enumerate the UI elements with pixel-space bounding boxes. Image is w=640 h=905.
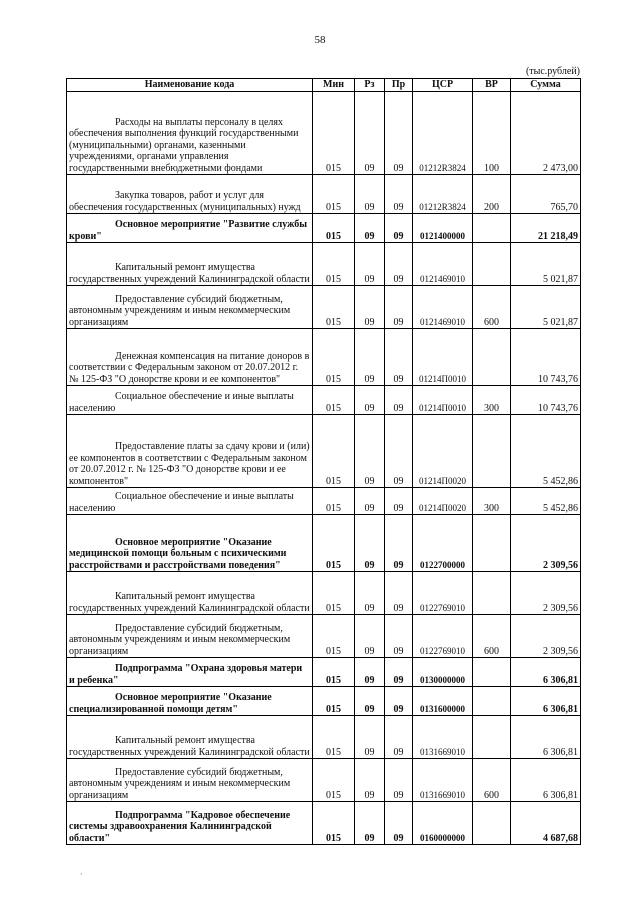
cell-pr: 09 <box>385 415 413 488</box>
cell-name: Денежная компенсация на питание доноров в соответствии с Федеральным законом от 20.07.2012 г. № 125-ФЗ "О донорстве крови и ее компонентов" <box>67 329 313 386</box>
table-row <box>67 687 581 716</box>
cell-min: 015 <box>313 802 355 845</box>
table-body <box>67 92 581 845</box>
cell-name: Закупка товаров, работ и услуг для обеспечения государственных (муниципальных) нужд <box>67 175 313 214</box>
cell-vr: 200 <box>473 175 511 214</box>
cell-csr: 0122700000 <box>413 515 473 572</box>
cell-min: 015 <box>313 488 355 515</box>
table-row <box>67 515 581 572</box>
cell-min: 015 <box>313 716 355 759</box>
cell-vr <box>473 658 511 687</box>
cell-sum: 2 309,56 <box>511 615 581 658</box>
cell-min: 015 <box>313 687 355 716</box>
cell-min: 015 <box>313 175 355 214</box>
cell-rz: 09 <box>355 175 385 214</box>
cell-name: Социальное обеспечение и иные выплаты населению <box>67 386 313 415</box>
cell-pr: 09 <box>385 716 413 759</box>
cell-sum: 2 309,56 <box>511 515 581 572</box>
cell-csr: 0131669010 <box>413 716 473 759</box>
cell-sum: 5 452,86 <box>511 488 581 515</box>
cell-pr: 09 <box>385 615 413 658</box>
col-header-rz: Рз <box>355 79 385 92</box>
cell-csr: 0121400000 <box>413 214 473 243</box>
cell-min: 015 <box>313 386 355 415</box>
cell-pr: 09 <box>385 515 413 572</box>
cell-pr: 09 <box>385 175 413 214</box>
cell-csr: 01212R3824 <box>413 175 473 214</box>
table-row <box>67 214 581 243</box>
cell-rz: 09 <box>355 572 385 615</box>
cell-pr: 09 <box>385 687 413 716</box>
cell-csr: 0160000000 <box>413 802 473 845</box>
cell-sum: 10 743,76 <box>511 386 581 415</box>
cell-name: Подпрограмма "Охрана здоровья матери и ребенка" <box>67 658 313 687</box>
table-row <box>67 802 581 845</box>
cell-name: Предоставление субсидий бюджетным, автономным учреждениям и иным некоммерческим организациям <box>67 615 313 658</box>
cell-rz: 09 <box>355 92 385 175</box>
cell-vr: 600 <box>473 759 511 802</box>
table-row <box>67 415 581 488</box>
cell-csr: 0121469010 <box>413 243 473 286</box>
cell-vr <box>473 572 511 615</box>
col-header-name: Наименование кода <box>67 79 313 92</box>
cell-rz: 09 <box>355 687 385 716</box>
col-header-min: Мин <box>313 79 355 92</box>
cell-rz: 09 <box>355 386 385 415</box>
cell-pr: 09 <box>385 286 413 329</box>
cell-min: 015 <box>313 329 355 386</box>
cell-name: Основное мероприятие "Оказание медицинской помощи больным с психическими расстройствами и расстройствами поведения" <box>67 515 313 572</box>
cell-min: 015 <box>313 615 355 658</box>
cell-pr: 09 <box>385 759 413 802</box>
cell-csr: 0131669010 <box>413 759 473 802</box>
table-row <box>67 658 581 687</box>
cell-name: Подпрограмма "Кадровое обеспечение системы здравоохранения Калининградской области" <box>67 802 313 845</box>
cell-pr: 09 <box>385 802 413 845</box>
cell-rz: 09 <box>355 415 385 488</box>
units-label: (тыс.рублей) <box>525 66 580 77</box>
cell-csr: 0122769010 <box>413 615 473 658</box>
cell-pr: 09 <box>385 658 413 687</box>
cell-min: 015 <box>313 658 355 687</box>
cell-min: 015 <box>313 243 355 286</box>
col-header-csr: ЦСР <box>413 79 473 92</box>
cell-name: Основное мероприятие "Оказание специализированной помощи детям" <box>67 687 313 716</box>
cell-sum: 4 687,68 <box>511 802 581 845</box>
cell-name: Социальное обеспечение и иные выплаты населению <box>67 488 313 515</box>
cell-csr: 01214П0010 <box>413 386 473 415</box>
cell-min: 015 <box>313 286 355 329</box>
col-header-vr: ВР <box>473 79 511 92</box>
cell-vr <box>473 687 511 716</box>
cell-sum: 6 306,81 <box>511 716 581 759</box>
cell-min: 015 <box>313 572 355 615</box>
cell-sum: 21 218,49 <box>511 214 581 243</box>
cell-vr <box>473 243 511 286</box>
cell-min: 015 <box>313 759 355 802</box>
cell-pr: 09 <box>385 329 413 386</box>
cell-vr <box>473 329 511 386</box>
cell-sum: 5 021,87 <box>511 243 581 286</box>
table-row <box>67 243 581 286</box>
cell-vr <box>473 716 511 759</box>
cell-sum: 5 021,87 <box>511 286 581 329</box>
cell-rz: 09 <box>355 488 385 515</box>
cell-rz: 09 <box>355 243 385 286</box>
cell-vr: 300 <box>473 488 511 515</box>
cell-rz: 09 <box>355 716 385 759</box>
cell-name: Предоставление платы за сдачу крови и (или) ее компонентов в соответствии с Федеральным законом от 20.07.2012 г. № 125-ФЗ "О донорстве крови и ее компонентов" <box>67 415 313 488</box>
cell-csr: 01214П0020 <box>413 488 473 515</box>
cell-rz: 09 <box>355 286 385 329</box>
cell-pr: 09 <box>385 488 413 515</box>
table-row <box>67 175 581 214</box>
col-header-sum: Сумма <box>511 79 581 92</box>
cell-sum: 765,70 <box>511 175 581 214</box>
cell-sum: 10 743,76 <box>511 329 581 386</box>
cell-csr: 0122769010 <box>413 572 473 615</box>
table-row <box>67 572 581 615</box>
cell-name: Капитальный ремонт имущества государственных учреждений Калининградской области <box>67 243 313 286</box>
cell-name: Капитальный ремонт имущества государственных учреждений Калининградской области <box>67 716 313 759</box>
cell-rz: 09 <box>355 214 385 243</box>
cell-min: 015 <box>313 415 355 488</box>
cell-vr <box>473 515 511 572</box>
cell-name: Расходы на выплаты персоналу в целях обеспечения выполнения функций государственными (муниципальными) органами, казенными учреждениями, органами управления государственными внебюджетными фондами <box>67 92 313 175</box>
table-row <box>67 386 581 415</box>
cell-rz: 09 <box>355 802 385 845</box>
cell-min: 015 <box>313 214 355 243</box>
cell-sum: 6 306,81 <box>511 658 581 687</box>
cell-rz: 09 <box>355 329 385 386</box>
cell-csr: 01212R3824 <box>413 92 473 175</box>
cell-rz: 09 <box>355 658 385 687</box>
cell-csr: 0121469010 <box>413 286 473 329</box>
cell-min: 015 <box>313 92 355 175</box>
cell-min: 015 <box>313 515 355 572</box>
table-row <box>67 759 581 802</box>
cell-rz: 09 <box>355 615 385 658</box>
cell-vr: 300 <box>473 386 511 415</box>
table-row <box>67 488 581 515</box>
cell-pr: 09 <box>385 214 413 243</box>
table-row <box>67 329 581 386</box>
cell-pr: 09 <box>385 386 413 415</box>
cell-sum: 2 309,56 <box>511 572 581 615</box>
cell-pr: 09 <box>385 92 413 175</box>
table-row <box>67 615 581 658</box>
cell-name: Предоставление субсидий бюджетным, автономным учреждениям и иным некоммерческим организациям <box>67 286 313 329</box>
cell-vr: 600 <box>473 615 511 658</box>
cell-name: Предоставление субсидий бюджетным, автономным учреждениям и иным некоммерческим организациям <box>67 759 313 802</box>
cell-csr: 0131600000 <box>413 687 473 716</box>
cell-sum: 6 306,81 <box>511 687 581 716</box>
cell-rz: 09 <box>355 759 385 802</box>
cell-vr: 600 <box>473 286 511 329</box>
page-number: 58 <box>314 34 326 46</box>
budget-table <box>66 78 581 845</box>
cell-vr <box>473 214 511 243</box>
cell-vr <box>473 802 511 845</box>
cell-csr: 01214П0010 <box>413 329 473 386</box>
table-row <box>67 716 581 759</box>
cell-csr: 01214П0020 <box>413 415 473 488</box>
col-header-pr: Пр <box>385 79 413 92</box>
cell-csr: 0130000000 <box>413 658 473 687</box>
cell-sum: 2 473,00 <box>511 92 581 175</box>
cell-vr: 100 <box>473 92 511 175</box>
cell-name: Основное мероприятие "Развитие службы крови" <box>67 214 313 243</box>
table-row <box>67 92 581 175</box>
table-header-row <box>67 79 581 92</box>
cell-rz: 09 <box>355 515 385 572</box>
cell-sum: 6 306,81 <box>511 759 581 802</box>
cell-vr <box>473 415 511 488</box>
cell-sum: 5 452,86 <box>511 415 581 488</box>
cell-pr: 09 <box>385 572 413 615</box>
cell-name: Капитальный ремонт имущества государственных учреждений Калининградской области <box>67 572 313 615</box>
cell-pr: 09 <box>385 243 413 286</box>
table-row <box>67 286 581 329</box>
scan-mark: · <box>80 870 83 879</box>
